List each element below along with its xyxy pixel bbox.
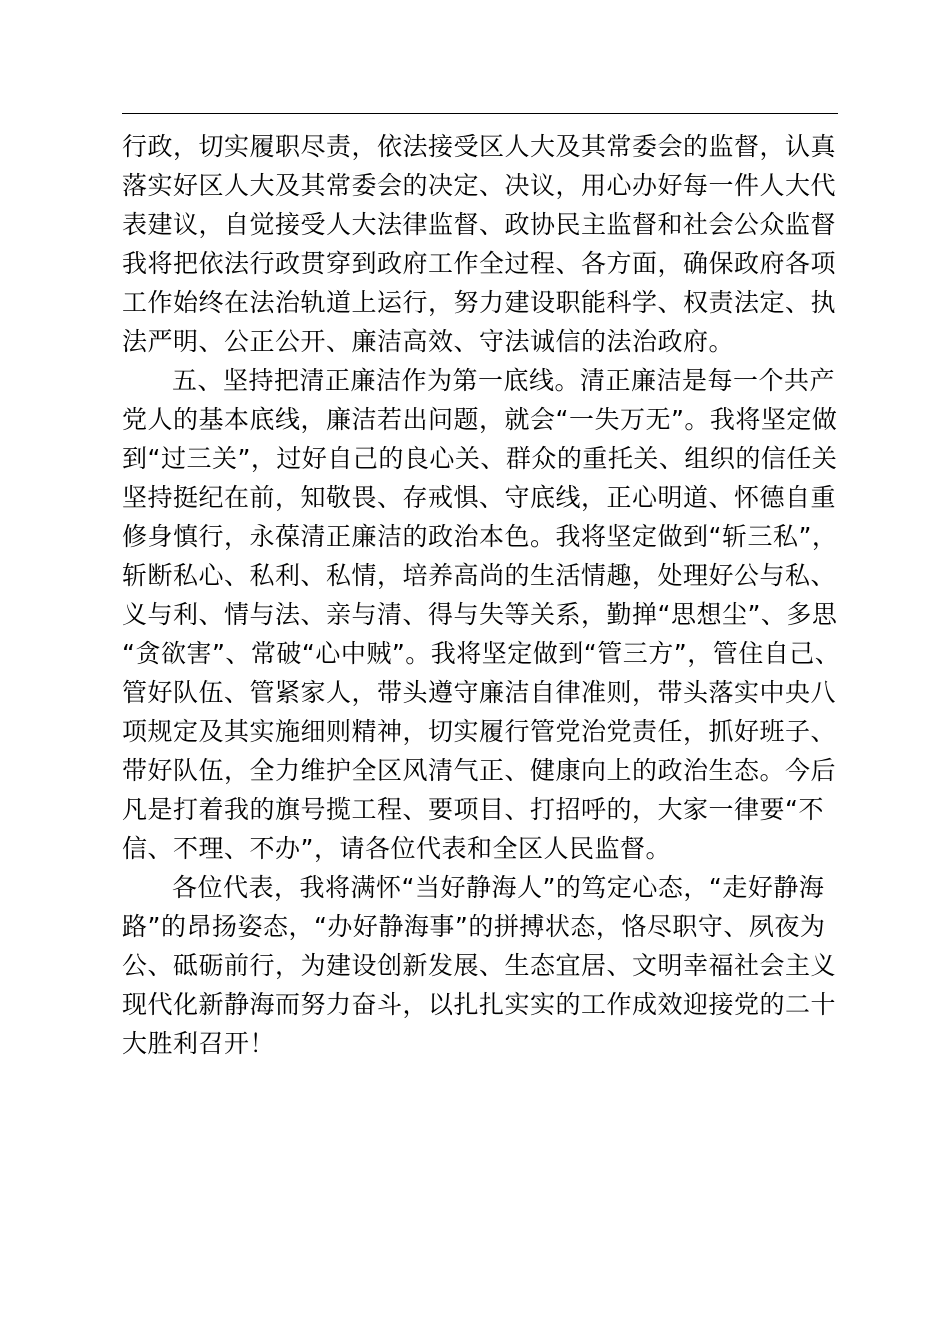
text-line: 路”的昂扬姿态，“办好静海事”的拼搏状态，恪尽职守、夙夜为 [122, 912, 826, 941]
header-rule [122, 113, 838, 114]
text-line: 落实好区人大及其常委会的决定、决议，用心办好每一件人大代 [122, 171, 837, 200]
text-line: 法严明、公正公开、廉洁高效、守法诚信的法治政府。 [122, 327, 735, 356]
text-line: 修身慎行，永葆清正廉洁的政治本色。我将坚定做到“斩三私”， [122, 522, 838, 551]
text-line: 凡是打着我的旗号揽工程、要项目、打招呼的，大家一律要“不 [122, 795, 824, 824]
text-line: 现代化新静海而努力奋斗，以扎扎实实的工作成效迎接党的二十 [122, 990, 837, 1019]
text-line: 我将把依法行政贯穿到政府工作全过程、各方面，确保政府各项 [122, 249, 837, 278]
text-line: 管好队伍、管紧家人，带头遵守廉洁自律准则，带头落实中央八 [122, 678, 837, 707]
text-line: 工作始终在法治轨道上运行，努力建设职能科学、权责法定、执 [122, 288, 837, 317]
paragraph-start-line: 五、坚持把清正廉洁作为第一底线。清正廉洁是每一个共产 [172, 366, 836, 395]
text-line: 公、砥砺前行，为建设创新发展、生态宜居、文明幸福社会主义 [122, 951, 837, 980]
text-line: 表建议，自觉接受人大法律监督、政协民主监督和社会公众监督 [122, 210, 837, 239]
text-line: 义与利、情与法、亲与清、得与失等关系，勤掸“思想尘”、多思 [122, 600, 838, 629]
text-line: 斩断私心、私利、私情，培养高尚的生活情趣，处理好公与私、 [122, 561, 837, 590]
text-line: 行政，切实履职尽责，依法接受区人大及其常委会的监督，认真 [122, 132, 837, 161]
text-line: 党人的基本底线，廉洁若出问题，就会“一失万无”。我将坚定做 [122, 405, 838, 434]
text-line: 项规定及其实施细则精神，切实履行管党治党责任，抓好班子、 [122, 717, 837, 746]
text-line: “贪欲害”、常破“心中贼”。我将坚定做到“管三方”，管住自己、 [122, 639, 841, 668]
text-line: 到“过三关”，过好自己的良心关、群众的重托关、组织的信任关 [122, 444, 838, 473]
paragraph-start-line: 各位代表，我将满怀“当好静海人”的笃定心态，“走好静海 [172, 873, 825, 902]
text-line: 大胜利召开！ [122, 1029, 276, 1058]
text-line: 信、不理、不办”，请各位代表和全区人民监督。 [122, 834, 671, 863]
document-body [122, 127, 841, 1063]
text-line: 带好队伍，全力维护全区风清气正、健康向上的政治生态。今后 [122, 756, 837, 785]
text-line: 坚持挺纪在前，知敬畏、存戒惧、守底线，正心明道、怀德自重 [122, 483, 837, 512]
